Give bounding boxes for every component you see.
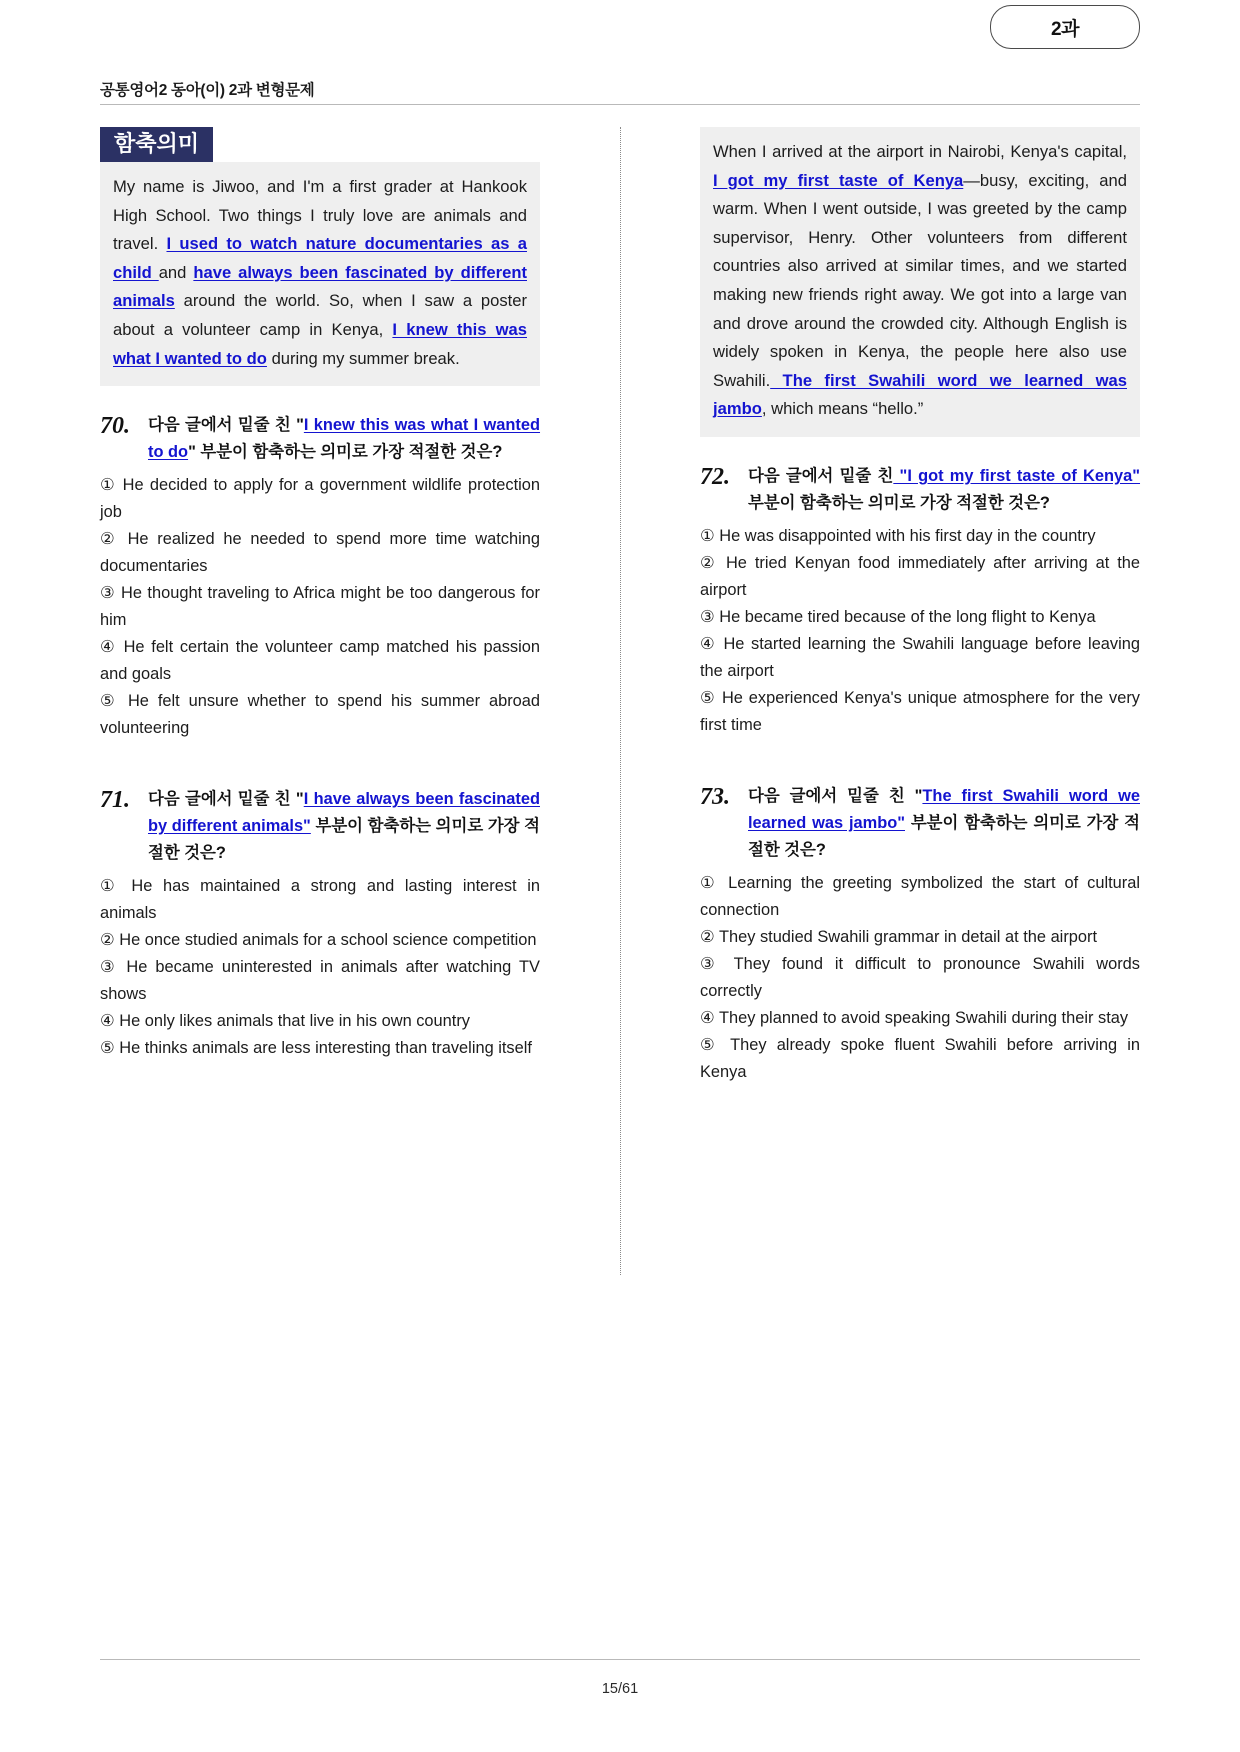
left-column — [100, 127, 540, 1287]
choice-option[interactable]: ③ He became uninterested in animals after watching TV shows — [100, 958, 540, 1004]
passage-highlight-2: The first Swahili word we learned was jambo — [713, 370, 1127, 419]
footer-divider — [100, 1659, 1140, 1660]
question-73-choices — [700, 870, 1140, 1086]
stem-highlight: The first Swahili word we learned was jambo" — [748, 786, 1140, 832]
passage-text: around the world. So, when I saw a poster about a volunteer camp in Kenya, — [113, 291, 527, 340]
header-title: 공통영어2 동아(이) 2과 변형문제 — [100, 82, 315, 99]
choice-option[interactable]: ⑤ He experienced Kenya's unique atmosphere for the very first time — [700, 688, 1140, 734]
question-71-stem — [148, 786, 540, 867]
question-72-stem — [748, 463, 1140, 517]
choice-option[interactable]: ① Learning the greeting symbolized the start of cultural connection — [700, 873, 1140, 919]
stem-text: 부분이 함축하는 의미로 가장 적절한 것은? — [748, 813, 1140, 859]
question-73-number: 73. — [700, 783, 730, 810]
question-73-stem — [748, 783, 1140, 864]
choice-option[interactable]: ② He realized he needed to spend more time watching documentaries — [100, 530, 540, 576]
question-71 — [100, 786, 540, 1062]
column-gap — [540, 127, 700, 1287]
choice-option[interactable]: ③ He became tired because of the long flight to Kenya — [700, 607, 1096, 626]
passage-text: during my summer break. — [266, 348, 460, 368]
passage-text: When I arrived at the airport in Nairobi, Kenya's capital, — [713, 142, 1127, 161]
choice-option[interactable]: ③ They found it difficult to pronounce Swahili words correctly — [700, 954, 1140, 1000]
column-divider — [620, 127, 621, 1275]
question-70-choices — [100, 472, 540, 742]
stem-text: " 부분이 함축하는 의미로 가장 적절한 것은? — [188, 443, 503, 462]
right-passage — [700, 127, 1140, 437]
question-70-head — [100, 412, 540, 466]
choice-option[interactable]: ② He tried Kenyan food immediately after arriving at the airport — [700, 553, 1140, 599]
stem-text: 다음 글에서 밑줄 친 — [748, 466, 894, 485]
choice-option[interactable]: ⑤ They already spoke fluent Swahili before arriving in Kenya — [700, 1035, 1140, 1081]
choice-option[interactable]: ① He has maintained a strong and lasting interest in animals — [100, 877, 540, 923]
question-73-head — [700, 783, 1140, 864]
question-72-choices — [700, 523, 1140, 739]
stem-highlight: I knew this was what I wanted to do — [148, 416, 541, 462]
choice-option[interactable]: ④ They planned to avoid speaking Swahili during their stay — [700, 1008, 1129, 1027]
passage-highlight-2: have always been fascinated by different animals — [113, 262, 527, 311]
question-70-stem — [148, 412, 540, 466]
question-72-number: 72. — [700, 463, 730, 490]
left-passage — [100, 162, 540, 386]
passage-highlight-1: I used to watch nature documentaries as a child — [113, 234, 527, 282]
choice-option[interactable]: ⑤ He thinks animals are less interesting than traveling itself — [100, 1039, 532, 1058]
choice-option[interactable]: ⑤ He felt unsure whether to spend his summer abroad volunteering — [100, 692, 540, 738]
passage-text: My name is Jiwoo, and I'm a first grader at Hankook High School. Two things I truly love are animals and travel. — [113, 177, 527, 254]
question-71-choices — [100, 873, 540, 1062]
question-73 — [700, 783, 1140, 1086]
choice-option[interactable]: ② They studied Swahili grammar in detail at the airport — [700, 927, 1098, 946]
question-71-number: 71. — [100, 787, 130, 814]
choice-option[interactable]: ④ He felt certain the volunteer camp matched his passion and goals — [100, 638, 540, 684]
stem-text: 다음 글에서 밑줄 친 " — [148, 416, 304, 435]
question-71-head — [100, 786, 540, 867]
choice-option[interactable]: ① He was disappointed with his first day in the country — [700, 526, 1096, 545]
question-70-number: 70. — [100, 413, 130, 440]
passage-text: , which means “hello.” — [761, 399, 924, 419]
two-column-body — [100, 105, 1140, 1287]
choice-option[interactable]: ③ He thought traveling to Africa might be too dangerous for him — [100, 584, 540, 630]
passage-text: —busy, exciting, and warm. When I went outside, I was greeted by the camp supervisor, Henry. Other volunteers from different countries also arrived at similar times, and we started making new friends right away. We got into a large van and drove around the crowded city. Although English is widely spoken in Kenya, the people here also use Swahili. — [713, 170, 1127, 390]
footer-page-number: 15/61 — [601, 1681, 639, 1697]
stem-text: 부분이 함축하는 의미로 가장 적절한 것은? — [148, 817, 540, 863]
stem-text: 다음 글에서 밑줄 친 " — [748, 786, 923, 805]
stem-highlight: "I got my first taste of Kenya" — [893, 466, 1141, 485]
choice-option[interactable]: ① He decided to apply for a government wildlife protection job — [100, 476, 540, 522]
stem-highlight: I have always been fascinated by different animals" — [148, 790, 540, 836]
question-70 — [100, 412, 540, 742]
stem-text: 부분이 함축하는 의미로 가장 적절한 것은? — [748, 493, 1050, 512]
lesson-badge: 2과 — [990, 5, 1140, 49]
choice-option[interactable]: ④ He started learning the Swahili language before leaving the airport — [700, 634, 1140, 680]
question-72 — [700, 463, 1140, 739]
choice-option[interactable]: ② He once studied animals for a school science competition — [100, 931, 537, 950]
right-column — [700, 127, 1140, 1287]
question-72-head — [700, 463, 1140, 517]
passage-highlight-1: I got my first taste of Kenya — [713, 170, 964, 190]
passage-highlight-3: I knew this was what I wanted to do — [113, 320, 527, 368]
page-header — [100, 0, 1140, 104]
choice-option[interactable]: ④ He only likes animals that live in his own country — [100, 1012, 470, 1031]
section-title-chip: 함축의미 — [100, 127, 213, 162]
stem-text: 다음 글에서 밑줄 친 " — [148, 790, 304, 809]
passage-text: and — [158, 262, 194, 282]
